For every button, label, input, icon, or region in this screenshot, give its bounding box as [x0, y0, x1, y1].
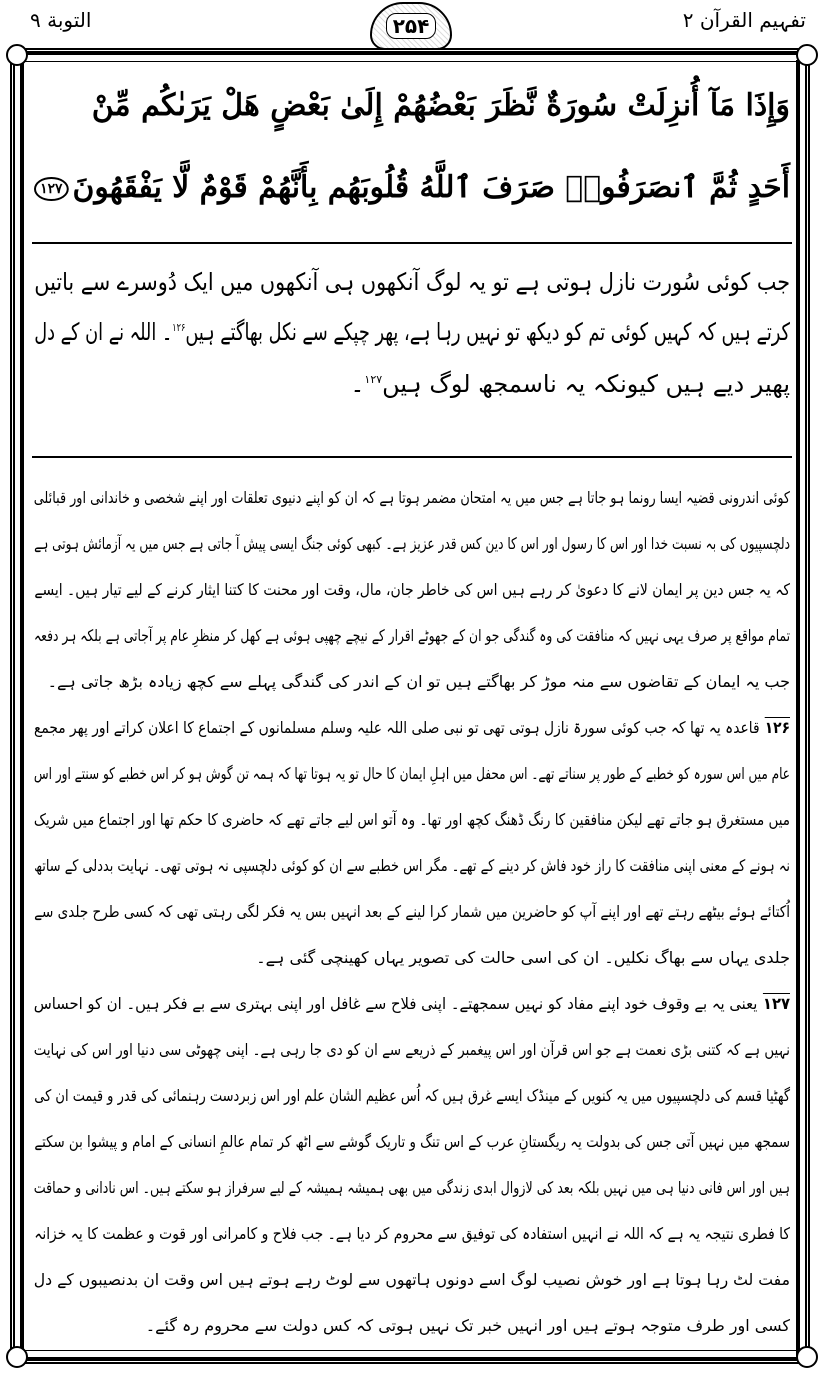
commentary-text: جلدی یہاں سے بھاگ نکلیں۔ ان کی اسی حالت کی تصویر یہاں کھینچی گئی ہے۔: [256, 948, 790, 967]
footnote-marker[interactable]: ۱۲۷: [364, 373, 383, 386]
commentary-text: دلچسپیوں کی بہ نسبت خدا اور اس کا رسول اور اس کا دین کس قدر عزیز ہے۔ کبھی کوئی جنگ ایسی پیش آ جاتی ہے جس میں یہ آزمائش ہوتی ہے: [34, 534, 790, 553]
commentary-line: [34, 1178, 790, 1197]
commentary-text: کا فطری نتیجہ یہ ہے کہ اللہ نے انہیں استفادہ کی توفیق سے محروم کر دیا ہے۔ جب فلاح و کامرانی اور قوت و عظمت کا یہ خزانہ: [34, 1224, 791, 1243]
commentary-line: [34, 948, 790, 967]
commentary-line: [34, 580, 790, 599]
translation-text: کرتے ہیں کہ کہیں کوئی تم کو دیکھ تو نہیں رہا ہے، پھر چپکے سے نکل بھاگتے ہیں: [185, 318, 791, 346]
commentary-text: نہیں ہے کہ کتنی بڑی نعمت ہے جو اس قرآن اور اس پیغمبر کے ذریعے سے ان کو دی جا رہی ہے۔ اپنی چھوٹی سی دنیا اور اس کی نہایت: [33, 1040, 791, 1059]
commentary-text: نہ ہونے کے معنی اپنی منافقت کا راز خود فاش کر دینے کے تھے۔ مگر اس خطبے سے ان کو کوئی دلچسپی نہ ہوتی تھی۔ نہایت بددلی کے ساتھ: [34, 856, 791, 875]
commentary-line: [34, 764, 790, 783]
ayah-number: ۱۲۷: [34, 177, 68, 201]
commentary-line: [34, 856, 790, 875]
commentary-text: کوئی اندرونی قضیہ ایسا رونما ہو جاتا ہے جس میں یہ امتحان مضمر ہوتا ہے کہ ان کو اپنے دنیوی تعلقات اور اپنے شخصی و خاندانی اور قبائلی: [33, 488, 791, 507]
translation-text: پھیر دیے ہیں کیونکہ یہ ناسمجھ لوگ ہیں: [382, 370, 790, 398]
commentary-line: [34, 718, 790, 737]
footnote-number: ۱۲۶: [764, 718, 790, 737]
commentary-text: جب یہ ایمان کے تقاضوں سے منہ موڑ کر بھاگتے ہیں تو ان کے اندر کی گندگی پہلے سے کچھ زیادہ بڑھ جاتی ہے۔: [47, 672, 790, 691]
corner-ornament-icon: [796, 1346, 818, 1368]
page-frame-inner: [20, 60, 800, 1356]
commentary-line: [34, 994, 790, 1013]
commentary-text: کہ یہ جس دین پر ایمان لانے کا دعویٰ کر رہے ہیں اس کی خاطر جان، مال، وقت اور محنت کا کتنا ایثار کرنے کے لیے تیار ہیں۔ ایسے: [34, 580, 791, 599]
verse-line: وَإِذَا مَآ أُنزِلَتْ سُورَةٌ نَّظَرَ بَعْضُهُمْ إِلَىٰ بَعْضٍ هَلْ يَرَىٰكُم مِّنْ: [91, 88, 790, 123]
commentary-text: کسی اور طرف متوجہ ہوتے ہیں اور انہیں خبر تک نہیں ہوتی کہ کس دولت سے محروم رہ گئے۔: [145, 1316, 790, 1335]
translation-line: [34, 318, 790, 346]
translation-line: [34, 370, 790, 398]
commentary-text: اُکتائے ہوئے بیٹھے رہتے تھے اور اپنے آپ کو حاضرین میں شمار کرا لینے کے بعد انہیں بس یہ فکر لگی رہتی تھی کہ کسی طرح جلدی سے: [34, 902, 791, 921]
commentary-line: [34, 1224, 790, 1243]
translation-text: ۔: [350, 370, 365, 398]
translation-line: جب کوئی سُورت نازل ہوتی ہے تو یہ لوگ آنکھوں ہی آنکھوں میں ایک دُوسرے سے باتیں: [34, 268, 791, 296]
commentary-text: عام میں اس سورہ کو خطبے کے طور پر سناتے تھے۔ اس محفل میں اہلِ ایمان کا حال تو یہ ہوتا تھا کہ ہمہ تن گوش ہو کر اس خطبے کو سنتے اور اس: [33, 764, 791, 783]
commentary-line: [34, 672, 790, 691]
frame-top-bar: [22, 52, 802, 62]
corner-ornament-icon: [6, 1346, 28, 1368]
commentary-line: [34, 1316, 790, 1335]
page-number: ۲۵۴: [386, 13, 437, 39]
commentary-text: میں مستغرق ہو جاتے تھے لیکن منافقین کا رنگ ڈھنگ کچھ اور تھا۔ وہ آتو اس لیے جاتے تھے کہ حاضری کا حکم تھا اور اجتماع میں شریک: [33, 810, 790, 829]
commentary-text: مفت لٹ رہا ہوتا ہے اور خوش نصیب لوگ اسے دونوں ہاتھوں سے لوٹ رہے ہوتے ہیں اس وقت ان بدنصیبوں کے دل: [33, 1270, 791, 1289]
divider: [32, 456, 792, 458]
commentary-text: قاعدہ یہ تھا کہ جب کوئی سورۃ نازل ہوتی تھی تو نبی صلی اللہ علیہ وسلم مسلمانوں کے اجتماع کا اعلان کراتے اور پھر مجمع: [34, 718, 760, 737]
corner-ornament-icon: [6, 44, 28, 66]
commentary-line: [34, 1270, 790, 1289]
commentary-text: گھٹیا قسم کی دلچسپیوں میں یہ کنویں کے مینڈک ایسے غرق ہیں کہ اُس عظیم الشان علم اور اس زبردست رہنمائی کی قدر و قیمت ان کی: [34, 1086, 790, 1105]
commentary-line: [34, 902, 790, 921]
verse-line: [34, 170, 790, 205]
frame-bottom-bar: [22, 1350, 802, 1360]
footnote-marker[interactable]: ۱۲۶: [172, 321, 186, 334]
verse-text: أَحَدٍ ثُمَّ ٱنصَرَفُوا۟ صَرَفَ ٱللَّهُ قُلُوبَهُم بِأَنَّهُمْ قَوْمٌ لَّا يَفْقَهُونَ: [72, 170, 790, 205]
footnote-number: ۱۲۷: [762, 994, 790, 1013]
commentary-line: [34, 534, 790, 553]
commentary-line: [34, 1086, 790, 1105]
page-number-ornament: [370, 2, 452, 50]
commentary-text: سمجھ میں نہیں آتی جس کی بدولت یہ ریگستانِ عرب کے اس تنگ و تاریک گوشے سے اٹھ کر تمام عالمِ انسانی کے امام و پیشوا بن سکتے: [34, 1132, 791, 1151]
commentary-text: ہیں اور اس فانی دنیا ہی میں نہیں بلکہ بعد کی لازوال ابدی زندگی میں بھی ہمیشہ ہمیشہ کے لیے سرفراز ہو سکتے ہیں۔ اس نادانی و حماقت: [33, 1178, 790, 1197]
surah-name: التوبة ۹: [30, 8, 92, 32]
commentary-line: [34, 626, 790, 645]
book-title: تفہیم القرآن ۲: [682, 8, 806, 32]
commentary-text: تمام مواقع پر صرف یہی نہیں کہ منافقت کی وہ گندگی جو ان کے جھوٹے اقرار کے نیچے چھپی ہوئی ہے کھل کر منظرِ عام پر آجاتی ہے بلکہ ہر دفعہ: [33, 626, 790, 645]
corner-ornament-icon: [796, 44, 818, 66]
commentary-text: یعنی یہ بے وقوف خود اپنے مفاد کو نہیں سمجھتے۔ اپنی فلاح سے غافل اور اپنی بہتری سے بے فکر ہیں۔ ان کو احساس: [33, 994, 758, 1013]
commentary-line: [34, 1040, 790, 1059]
translation-text: ۔ اللہ نے ان کے دل: [34, 318, 173, 346]
divider: [32, 242, 792, 244]
commentary-line: [34, 488, 790, 507]
commentary-line: [34, 1132, 790, 1151]
commentary-line: [34, 810, 790, 829]
